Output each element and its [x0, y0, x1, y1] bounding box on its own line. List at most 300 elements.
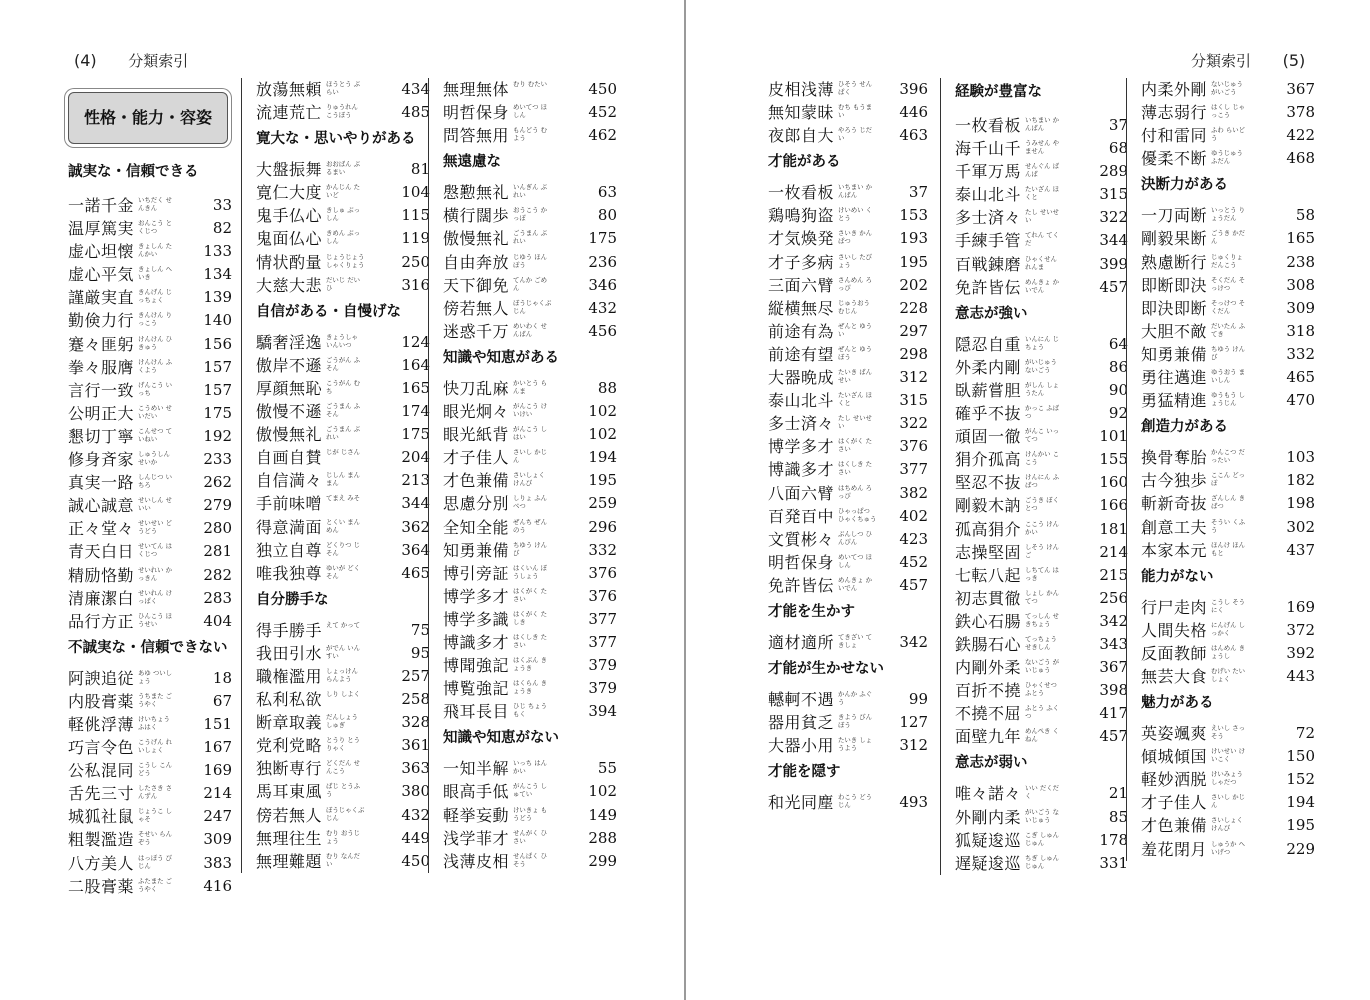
index-entry [1141, 722, 1315, 745]
page-reference: 99 [908, 690, 928, 709]
page-reference: 195 [899, 252, 928, 271]
page-reference: 316 [401, 275, 430, 294]
index-entry [256, 331, 430, 354]
page-reference: 457 [1099, 727, 1128, 746]
idiom-word: 驕奢淫逸 [256, 332, 323, 352]
idiom-word: 公私混同 [68, 761, 135, 781]
idiom-word: 内股膏薬 [68, 691, 135, 711]
idiom-reading: したさき さんずん [138, 784, 172, 801]
page-reference: 156 [203, 334, 232, 353]
idiom-word: 独立自尊 [256, 540, 323, 560]
page-reference: 33 [212, 196, 232, 214]
idiom-word: 温厚篤実 [68, 219, 135, 239]
idiom-reading: ひゃくせん れんま [1025, 254, 1057, 271]
index-entry [256, 516, 430, 539]
page-reference: 140 [203, 311, 232, 330]
left-column-1 [68, 78, 232, 898]
idiom-word: 傲慢無礼 [256, 425, 323, 445]
index-entry [768, 274, 928, 297]
page-reference: 297 [899, 321, 928, 340]
idiom-word: 大器小用 [768, 736, 835, 756]
idiom-reading: いちだく せんきん [138, 196, 172, 212]
index-entry [1141, 320, 1315, 343]
idiom-word: 頑固一徹 [955, 427, 1022, 447]
section-heading: 意志が弱い [955, 755, 1028, 772]
idiom-word: 大器晩成 [768, 368, 835, 388]
index-entry [955, 494, 1128, 517]
index-entry [768, 482, 928, 505]
idiom-word: 懇切丁寧 [68, 426, 135, 446]
index-entry [955, 229, 1128, 252]
page-reference: 164 [401, 355, 430, 374]
page-reference: 309 [1286, 298, 1315, 317]
index-entry [256, 827, 430, 850]
idiom-word: 傲岸不遜 [256, 355, 323, 375]
idiom-reading: たいき しょうよう [838, 736, 872, 753]
idiom-reading: こうげん れいしょく [138, 738, 172, 755]
index-entry [768, 458, 928, 481]
index-entry [256, 734, 430, 757]
page-reference: 262 [203, 473, 232, 492]
page-reference: 282 [203, 565, 232, 584]
idiom-word: 熟慮断行 [1141, 252, 1208, 272]
right-column-2 [940, 78, 1128, 875]
index-entry [68, 494, 232, 517]
index-entry [768, 631, 928, 654]
idiom-word: 博学多才 [443, 586, 510, 606]
idiom-reading: とくい まんめん [326, 517, 360, 534]
page-reference: 63 [597, 183, 617, 202]
idiom-reading: じしん まんまん [326, 471, 360, 488]
idiom-word: 粗製濫造 [68, 830, 135, 850]
idiom-reading: ごうき ぼくとつ [1025, 496, 1059, 513]
idiom-word: 眼光炯々 [443, 402, 510, 422]
idiom-reading: こうがん むち [326, 378, 360, 395]
idiom-reading: がいじゅう ないごう [1025, 357, 1057, 374]
page-reference: 175 [401, 425, 430, 444]
index-entry [955, 806, 1128, 829]
idiom-reading: じゆう ほんぽう [513, 252, 547, 269]
page-reference: 150 [1286, 747, 1315, 766]
section-heading: 創造力がある [1141, 419, 1228, 436]
index-entry [955, 852, 1128, 875]
left-running-head [74, 50, 188, 71]
idiom-reading: がんこう しはい [513, 425, 547, 442]
page-reference: 195 [1286, 816, 1315, 835]
idiom-reading: そっけつ そくだん [1211, 298, 1245, 315]
index-entry [1141, 469, 1315, 492]
idiom-word: 唯々諾々 [955, 784, 1022, 804]
left-page [0, 0, 684, 1000]
idiom-reading: ちぎ しゅんじゅん [1025, 853, 1059, 870]
index-entry [256, 665, 430, 688]
index-entry [1141, 642, 1315, 665]
idiom-word: 軽妙洒脱 [1141, 770, 1208, 790]
page-reference: 367 [1286, 80, 1315, 98]
idiom-word: 文質彬々 [768, 529, 835, 549]
page-reference: 85 [1108, 807, 1128, 826]
page-reference: 376 [899, 437, 928, 456]
index-entry [68, 667, 232, 690]
idiom-word: 八方美人 [68, 853, 135, 873]
page-reference: 175 [588, 229, 617, 248]
idiom-reading: がんこう けいけい [513, 402, 547, 419]
index-entry [68, 690, 232, 713]
index-entry [256, 780, 430, 803]
idiom-reading: きょしん たんかい [138, 242, 172, 259]
idiom-word: 七転八起 [955, 565, 1022, 585]
idiom-reading: はっぽう びじん [138, 853, 172, 870]
idiom-word: 才気煥発 [768, 229, 835, 249]
idiom-word: 適材適所 [768, 632, 835, 652]
left-page-number: (4) [74, 51, 97, 70]
index-entry [68, 564, 232, 587]
index-entry [256, 469, 430, 492]
idiom-word: 皮相浅薄 [768, 80, 835, 99]
index-entry [768, 551, 928, 574]
index-entry [256, 181, 430, 204]
section-heading: 自信がある・自慢げな [256, 303, 401, 320]
page-reference: 198 [1286, 494, 1315, 513]
idiom-reading: けいめい くとう [838, 206, 872, 223]
index-entry [443, 377, 617, 400]
page-reference: 55 [597, 759, 617, 778]
idiom-reading: そせい らんぞう [138, 830, 172, 847]
idiom-word: 初志貫徹 [955, 588, 1022, 608]
idiom-word: 鬼手仏心 [256, 206, 323, 226]
page-reference: 67 [212, 691, 232, 710]
page-reference: 328 [401, 713, 430, 732]
section-heading: 自分勝手な [256, 591, 329, 608]
page-reference: 75 [410, 620, 430, 639]
idiom-reading: ふとう ふくつ [1025, 704, 1059, 721]
page-reference: 279 [203, 496, 232, 515]
index-entry [443, 400, 617, 423]
idiom-reading: えて かって [326, 620, 360, 629]
page-reference: 102 [588, 402, 617, 421]
idiom-word: 才子多病 [768, 252, 835, 272]
idiom-reading: いんにん じちょう [1025, 334, 1059, 351]
idiom-reading: きょしん へいき [138, 265, 172, 282]
index-entry [256, 446, 430, 469]
index-entry [768, 389, 928, 412]
index-entry [768, 101, 928, 124]
idiom-word: 博引旁証 [443, 563, 510, 583]
idiom-reading: けいみょう しゃだつ [1211, 770, 1243, 787]
idiom-reading: さいし かじん [513, 448, 547, 465]
page-reference: 238 [1286, 252, 1315, 271]
idiom-reading: いっち はんかい [513, 759, 547, 776]
idiom-reading: めいてつ ほしん [838, 552, 872, 569]
idiom-reading: じが じさん [326, 448, 360, 457]
index-entry [443, 516, 617, 539]
idiom-reading: さいしょく けんび [1211, 816, 1243, 833]
page-reference: 281 [203, 542, 232, 561]
idiom-reading: けんにん ふばつ [1025, 473, 1059, 490]
idiom-reading: けいせい けいこく [1211, 747, 1245, 764]
idiom-reading: いんぎん ぶれい [513, 183, 547, 200]
idiom-word: 浅薄皮相 [443, 851, 510, 871]
idiom-word: 眼光紙背 [443, 425, 510, 445]
index-entry [1141, 366, 1315, 389]
idiom-word: 不撓不屈 [955, 704, 1022, 724]
page-reference: 119 [401, 229, 430, 248]
idiom-word: 傍若無人 [443, 298, 510, 318]
page-reference: 318 [1286, 321, 1315, 340]
idiom-reading: ふたまた ごうやく [138, 876, 172, 893]
idiom-reading: けいきょ もうどう [513, 805, 547, 822]
index-entry [955, 137, 1128, 160]
idiom-reading: そうい くふう [1211, 517, 1245, 534]
page-reference: 58 [1295, 206, 1315, 225]
idiom-word: 虚心平気 [68, 265, 135, 285]
idiom-word: 勇往邁進 [1141, 368, 1208, 388]
index-entry [1141, 297, 1315, 320]
idiom-reading: めんきょ かいでん [1025, 277, 1059, 294]
page-reference: 457 [899, 575, 928, 594]
idiom-word: 飛耳長目 [443, 702, 510, 722]
idiom-reading: てっちょう せきしん [1025, 634, 1057, 651]
idiom-word: 無理難題 [256, 851, 323, 871]
index-entry [955, 702, 1128, 725]
idiom-word: 人間失格 [1141, 620, 1208, 640]
idiom-word: 優柔不断 [1141, 149, 1208, 169]
right-page-number: (5) [1282, 51, 1306, 70]
idiom-word: 免許皆伝 [955, 277, 1022, 297]
index-entry [1141, 124, 1315, 147]
idiom-reading: さいしょく けんび [513, 471, 545, 488]
page-reference: 104 [401, 183, 430, 202]
index-entry [256, 850, 430, 873]
idiom-word: 博識多才 [443, 632, 510, 652]
idiom-word: 志操堅固 [955, 542, 1022, 562]
idiom-reading: さいき かんぱつ [838, 229, 872, 246]
index-entry [68, 517, 232, 540]
index-entry [256, 711, 430, 734]
idiom-reading: ここう けんかい [1025, 519, 1059, 536]
page-reference: 450 [401, 851, 430, 870]
idiom-word: 確乎不抜 [955, 404, 1022, 424]
idiom-reading: ざんしん きばつ [1211, 494, 1245, 511]
idiom-word: 勤倹力行 [68, 311, 135, 331]
idiom-reading: こうし そうにく [1211, 597, 1245, 614]
idiom-reading: いちまい かんばん [838, 183, 872, 200]
index-entry [443, 562, 617, 585]
section-heading: 寛大な・思いやりがある [256, 131, 416, 148]
page-reference: 312 [899, 736, 928, 755]
index-entry [68, 356, 232, 379]
page-reference: 465 [401, 563, 430, 582]
index-entry [955, 114, 1128, 137]
idiom-word: 軽挙妄動 [443, 805, 510, 825]
index-entry [443, 585, 617, 608]
index-entry [768, 688, 928, 711]
idiom-word: 内剛外柔 [955, 658, 1022, 678]
index-entry [443, 804, 617, 827]
idiom-word: 拳々服膺 [68, 357, 135, 377]
index-entry [1141, 274, 1315, 297]
idiom-word: 誠心誠意 [68, 496, 135, 516]
idiom-word: 青天白日 [68, 542, 135, 562]
idiom-reading: けんけん ひきゅう [138, 334, 172, 351]
index-entry [955, 333, 1128, 356]
idiom-reading: ないじゅう がいごう [1211, 80, 1243, 96]
idiom-word: 免許皆伝 [768, 575, 835, 595]
idiom-word: 精励恪勤 [68, 565, 135, 585]
right-page [686, 0, 1370, 1000]
idiom-reading: ひんこう ほうせい [138, 611, 172, 628]
idiom-word: 傲慢無礼 [443, 229, 510, 249]
index-entry [955, 725, 1128, 748]
idiom-reading: ほうとう ぶらい [326, 80, 360, 96]
section-heading: 能力がない [1141, 568, 1214, 585]
page-reference: 363 [401, 759, 430, 778]
idiom-word: 全知全能 [443, 517, 510, 537]
index-entry [955, 356, 1128, 379]
idiom-word: 三面六臂 [768, 275, 835, 295]
idiom-word: 縦横無尽 [768, 298, 835, 318]
index-entry [68, 425, 232, 448]
page-reference: 229 [1286, 839, 1315, 858]
idiom-reading: たし せいせい [1025, 208, 1059, 225]
page-reference: 233 [203, 450, 232, 469]
index-entry [768, 227, 928, 250]
section-heading: 誠実な・信頼できる [68, 164, 199, 180]
index-entry [1141, 596, 1315, 619]
index-entry [768, 505, 928, 528]
idiom-word: 阿諛追従 [68, 668, 135, 688]
idiom-word: 職権濫用 [256, 666, 323, 686]
idiom-reading: ゆうじゅう ふだん [1211, 149, 1243, 166]
page-reference: 124 [401, 332, 430, 351]
idiom-word: 轗軻不遇 [768, 690, 835, 710]
page-reference: 493 [899, 793, 928, 812]
idiom-reading: もんどう むよう [513, 126, 547, 143]
page-reference: 399 [1099, 254, 1128, 273]
idiom-reading: けんかい ここう [1025, 450, 1059, 467]
page-reference: 157 [203, 357, 232, 376]
page-reference: 432 [401, 805, 430, 824]
index-entry [955, 564, 1128, 587]
index-entry [1141, 838, 1315, 861]
index-entry [443, 320, 617, 343]
page-reference: 402 [899, 506, 928, 525]
section-heading: 知識や知恵がない [443, 730, 559, 747]
idiom-reading: ぼうじゃくぶじん [513, 298, 552, 315]
idiom-word: 臥薪嘗胆 [955, 380, 1022, 400]
page-reference: 236 [588, 252, 617, 271]
index-entry [256, 492, 430, 515]
index-entry [1141, 78, 1315, 101]
idiom-reading: しょし かんてつ [1025, 588, 1059, 605]
idiom-reading: むり おうじょう [326, 828, 360, 845]
section-heading: 才能がある [768, 154, 841, 171]
idiom-reading: ちゆう けんび [1211, 344, 1245, 361]
idiom-word: 巧言令色 [68, 738, 135, 758]
idiom-word: 外剛内柔 [955, 807, 1022, 827]
idiom-word: 多士済々 [768, 414, 835, 434]
idiom-word: 才色兼備 [1141, 816, 1208, 836]
page-reference: 169 [203, 761, 232, 780]
index-entry [256, 274, 430, 297]
page-reference: 446 [899, 103, 928, 122]
page-reference: 82 [212, 219, 232, 238]
index-entry [955, 471, 1128, 494]
idiom-word: 才子佳人 [443, 448, 510, 468]
index-entry [256, 642, 430, 665]
page-reference: 149 [588, 805, 617, 824]
idiom-word: 傾城傾国 [1141, 747, 1208, 767]
idiom-reading: うちまた ごうやく [138, 691, 172, 708]
page-reference: 165 [1286, 229, 1315, 248]
index-entry [68, 736, 232, 759]
page-reference: 302 [1286, 517, 1315, 536]
index-entry [68, 263, 232, 286]
page-reference: 228 [899, 298, 928, 317]
idiom-word: 前途有為 [768, 321, 835, 341]
idiom-word: 蹇々匪躬 [68, 334, 135, 354]
page-reference: 346 [588, 275, 617, 294]
index-entry [955, 425, 1128, 448]
idiom-reading: めんきょ かいでん [838, 575, 872, 592]
page-reference: 178 [1099, 830, 1128, 849]
index-entry [955, 633, 1128, 656]
idiom-word: 軽佻浮薄 [68, 714, 135, 734]
idiom-reading: しちてん はっき [1025, 565, 1059, 582]
index-entry [68, 828, 232, 851]
idiom-word: 古今独歩 [1141, 471, 1208, 491]
idiom-word: 真実一路 [68, 473, 135, 493]
idiom-reading: さいし たびょう [838, 252, 872, 269]
index-entry [256, 377, 430, 400]
index-entry [1141, 343, 1315, 366]
section-heading: 意志が強い [955, 305, 1028, 322]
index-entry [955, 276, 1128, 299]
idiom-word: 遅疑逡巡 [955, 853, 1022, 873]
index-entry [443, 297, 617, 320]
idiom-word: 舌先三寸 [68, 784, 135, 804]
page-reference: 139 [203, 288, 232, 307]
index-entry [68, 805, 232, 828]
idiom-reading: たいざん ほくと [1025, 185, 1059, 202]
index-entry [955, 610, 1128, 633]
idiom-word: 清廉潔白 [68, 588, 135, 608]
index-entry [68, 713, 232, 736]
page-reference: 434 [401, 80, 430, 98]
index-entry [955, 679, 1128, 702]
index-entry [1141, 389, 1315, 412]
idiom-word: 情状酌量 [256, 252, 323, 272]
idiom-reading: めいわく せんばん [513, 321, 547, 338]
index-entry [256, 619, 430, 642]
idiom-word: 博学多才 [768, 437, 835, 457]
idiom-word: 無芸大食 [1141, 666, 1208, 686]
page-reference: 468 [1286, 149, 1315, 168]
page-reference: 64 [1108, 334, 1128, 353]
index-entry [443, 469, 617, 492]
index-entry [1141, 251, 1315, 274]
idiom-reading: かんか ふぐう [838, 690, 872, 707]
page-reference: 450 [588, 80, 617, 98]
idiom-word: 浅学菲才 [443, 828, 510, 848]
page-reference: 95 [410, 643, 430, 662]
idiom-reading: とうり とうりゃく [326, 736, 360, 753]
idiom-word: 無知蒙昧 [768, 103, 835, 123]
idiom-word: 薄志弱行 [1141, 103, 1208, 123]
idiom-word: 流連荒亡 [256, 103, 323, 123]
idiom-reading: こうめい せいだい [138, 403, 172, 420]
index-entry [443, 780, 617, 803]
